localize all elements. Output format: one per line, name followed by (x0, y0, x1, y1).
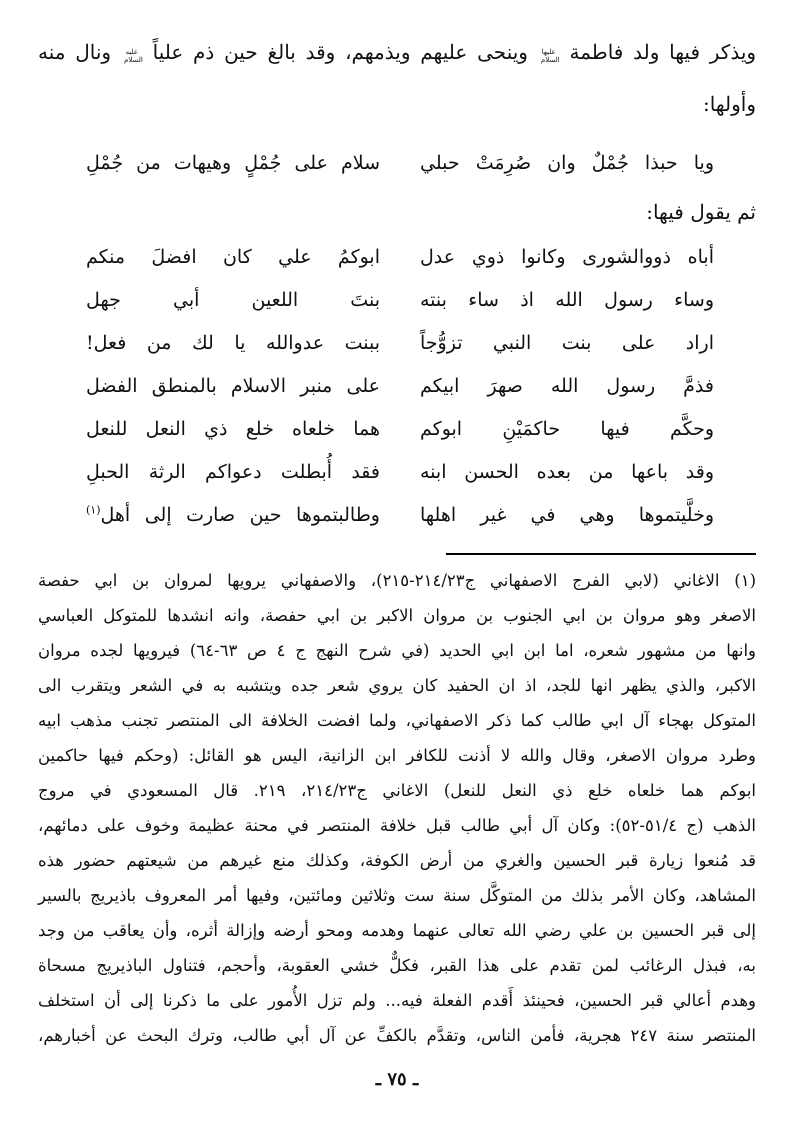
footnote-line: قد مُنعوا زيارة قبر الحسين والغري من أرض الكوفة، وكذلك منع غيرهم من شيعتهم حضور هذه (38, 851, 756, 870)
verse-hemistich-left (86, 494, 380, 537)
verse-hemistich-left: ابوكمُ علي كان افضلَ منكم (86, 246, 380, 268)
intro-line-2: وأولها: (702, 92, 756, 116)
footnote-line: المشاهد، وكان الأمر بذلك من المتوكَّل سنة ست وثلاثين ومائتين، وفيها أمر المعروف باذيريج بالسير (38, 886, 756, 905)
verse-line (38, 408, 756, 451)
verse-hemistich-right: فذمَّ رسول الله صهرَ ابيكم (420, 375, 714, 397)
verse-hemistich-left: فقد أُبطلت دعواكم الرثة الحبلِ (86, 461, 380, 483)
verse-hemistich-left: ببنت عدوالله يا لك من فعل! (86, 332, 380, 354)
footnote-line: (١) الاغاني (لابي الفرج الاصفهاني ج٢٣‏/‏٢١٤‏-‏٢١٥)، والاصفهاني يرويها لمروان بن ابي حفصة (38, 571, 756, 590)
verse-line (38, 322, 756, 365)
intro-line-1 (38, 26, 756, 78)
verse-hemistich-right: ويا حبذا جُمْلٌ وان صُرِمَتْ حبلي (420, 152, 714, 174)
verse-hemistich-left: بنتَ اللعين أبي جهل (86, 289, 380, 311)
footnote-marker: (١) (86, 503, 101, 517)
verse-hemistich-right: اراد على بنت النبي تزوُّجاً (420, 332, 714, 354)
footnote-line: الاصغر وهو مروان بن ابي الجنوب بن مروان الاكبر بن ابي حفصة، وانه انشدها للمتوكل العباسي (38, 606, 756, 625)
footnote-line: الذهب (ج ٤‏/‏٥١‏-‏٥٢): وكان آل أبي طالب قبل خلافة المنتصر في محنة عظيمة وخوف على دمائهم، (38, 816, 756, 835)
page-number: ـ ٧٥ ـ (375, 1069, 419, 1090)
verse-hemistich-left: هما خلعاه خلع ذي النعل للنعل (86, 418, 380, 440)
footnote-line: وهدم أعالي قبر الحسين، فحينئذ أَقدم الفعلة فيه... ولم تزل الأُمور على ما ذكرنا إلى أن استخلف (38, 991, 756, 1010)
verse-line (38, 494, 756, 537)
verse-line (38, 236, 756, 279)
verse-line (38, 365, 756, 408)
verse-hemistich-left: سلام على جُمْلٍ وهيهات من جُمْلِ (86, 152, 380, 174)
verse-hemistich-right: وحكَّم فيها حاكمَيْنِ ابوكم (420, 418, 714, 440)
opening-verse-line (38, 142, 756, 188)
verse-text: وطالبتموها حين صارت إلى أهل (100, 504, 380, 526)
alayhi-assalam-symbol: عليه السلام (124, 48, 143, 64)
intro-paragraph (38, 26, 756, 130)
footnote-line: به، فبذل الرغائب لمن تقدم على هذا القبر، فكلٌّ خشي العقوبة، وأحجم، فتناول الباذيريج مسحاة (38, 956, 756, 975)
verse-hemistich-left: على منبر الاسلام بالمنطق الفضل (86, 375, 380, 397)
footnote-line: إلى قبر الحسين بن علي رضي الله تعالى عنهما وهدمه ومحو أرضه وإزالة أثره، وأن يعاقب من وجد (38, 921, 756, 940)
poem-block (38, 236, 756, 537)
verse-line (38, 451, 756, 494)
then-says-line: ثم يقول فيها: (646, 200, 756, 224)
footnote-line: المتوكل بهجاء آل ابي طالب كما ذكر الاصفهاني، ولما افضت الخلافة الى المنتصر تجنب مذهب ابيه (38, 711, 756, 730)
intro-text-segment: ويذكر فيها ولد فاطمة (569, 40, 757, 64)
footnote-block (38, 563, 756, 1053)
footnote-line: المنتصر سنة ٢٤٧ هجرية، فأمن الناس، وتقدَّم بالكفِّ عن آل أبي طالب، وترك البحث عن أخبارهم، (38, 1026, 756, 1045)
footnote-separator (446, 553, 756, 555)
alayha-assalam-symbol: عليها السلام (540, 48, 560, 64)
footnote-line: وطرد مروان الاصغر، وقال والله لا أذنت للكافر ابن الزانية، اليس هو القائل: (وحكم فيها حاكمين (38, 746, 756, 765)
verse-hemistich-right: وقد باعها من بعده الحسن ابنه (420, 461, 714, 483)
footnote-line: وانها من مشهور شعره، اما ابن ابي الحديد (في شرح النهج ج ٤ ص ٦٣‏-‏٦٤) فيرويها لجده مروان (38, 641, 756, 660)
intro-text-segment: ونال منه (38, 40, 112, 64)
verse-hemistich-right: وخلَّيتموها وهي في غير اهلها (420, 504, 714, 526)
verse-hemistich-right: أباه ذووالشورى وكانوا ذوي عدل (420, 246, 714, 268)
footnote-line: الاكبر، والذي يظهر انها للجد، اذ ان الحفيد كان يروي شعر جده ويتشبه به في الشعر ويتقرب الى (38, 676, 756, 695)
intro-text-segment: وينحى عليهم ويذمهم، وقد بالغ حين ذم علياً (152, 40, 528, 64)
verse-hemistich-right: وساء رسول الله اذ ساء بنته (420, 289, 714, 311)
verse-line (38, 279, 756, 322)
footnote-line: ابوكم هما خلعاه خلع ذي النعل للنعل) الاغاني ج٢٣‏/‏٢١٤، ٢١٩. قال المسعودي في مروج (38, 781, 756, 800)
